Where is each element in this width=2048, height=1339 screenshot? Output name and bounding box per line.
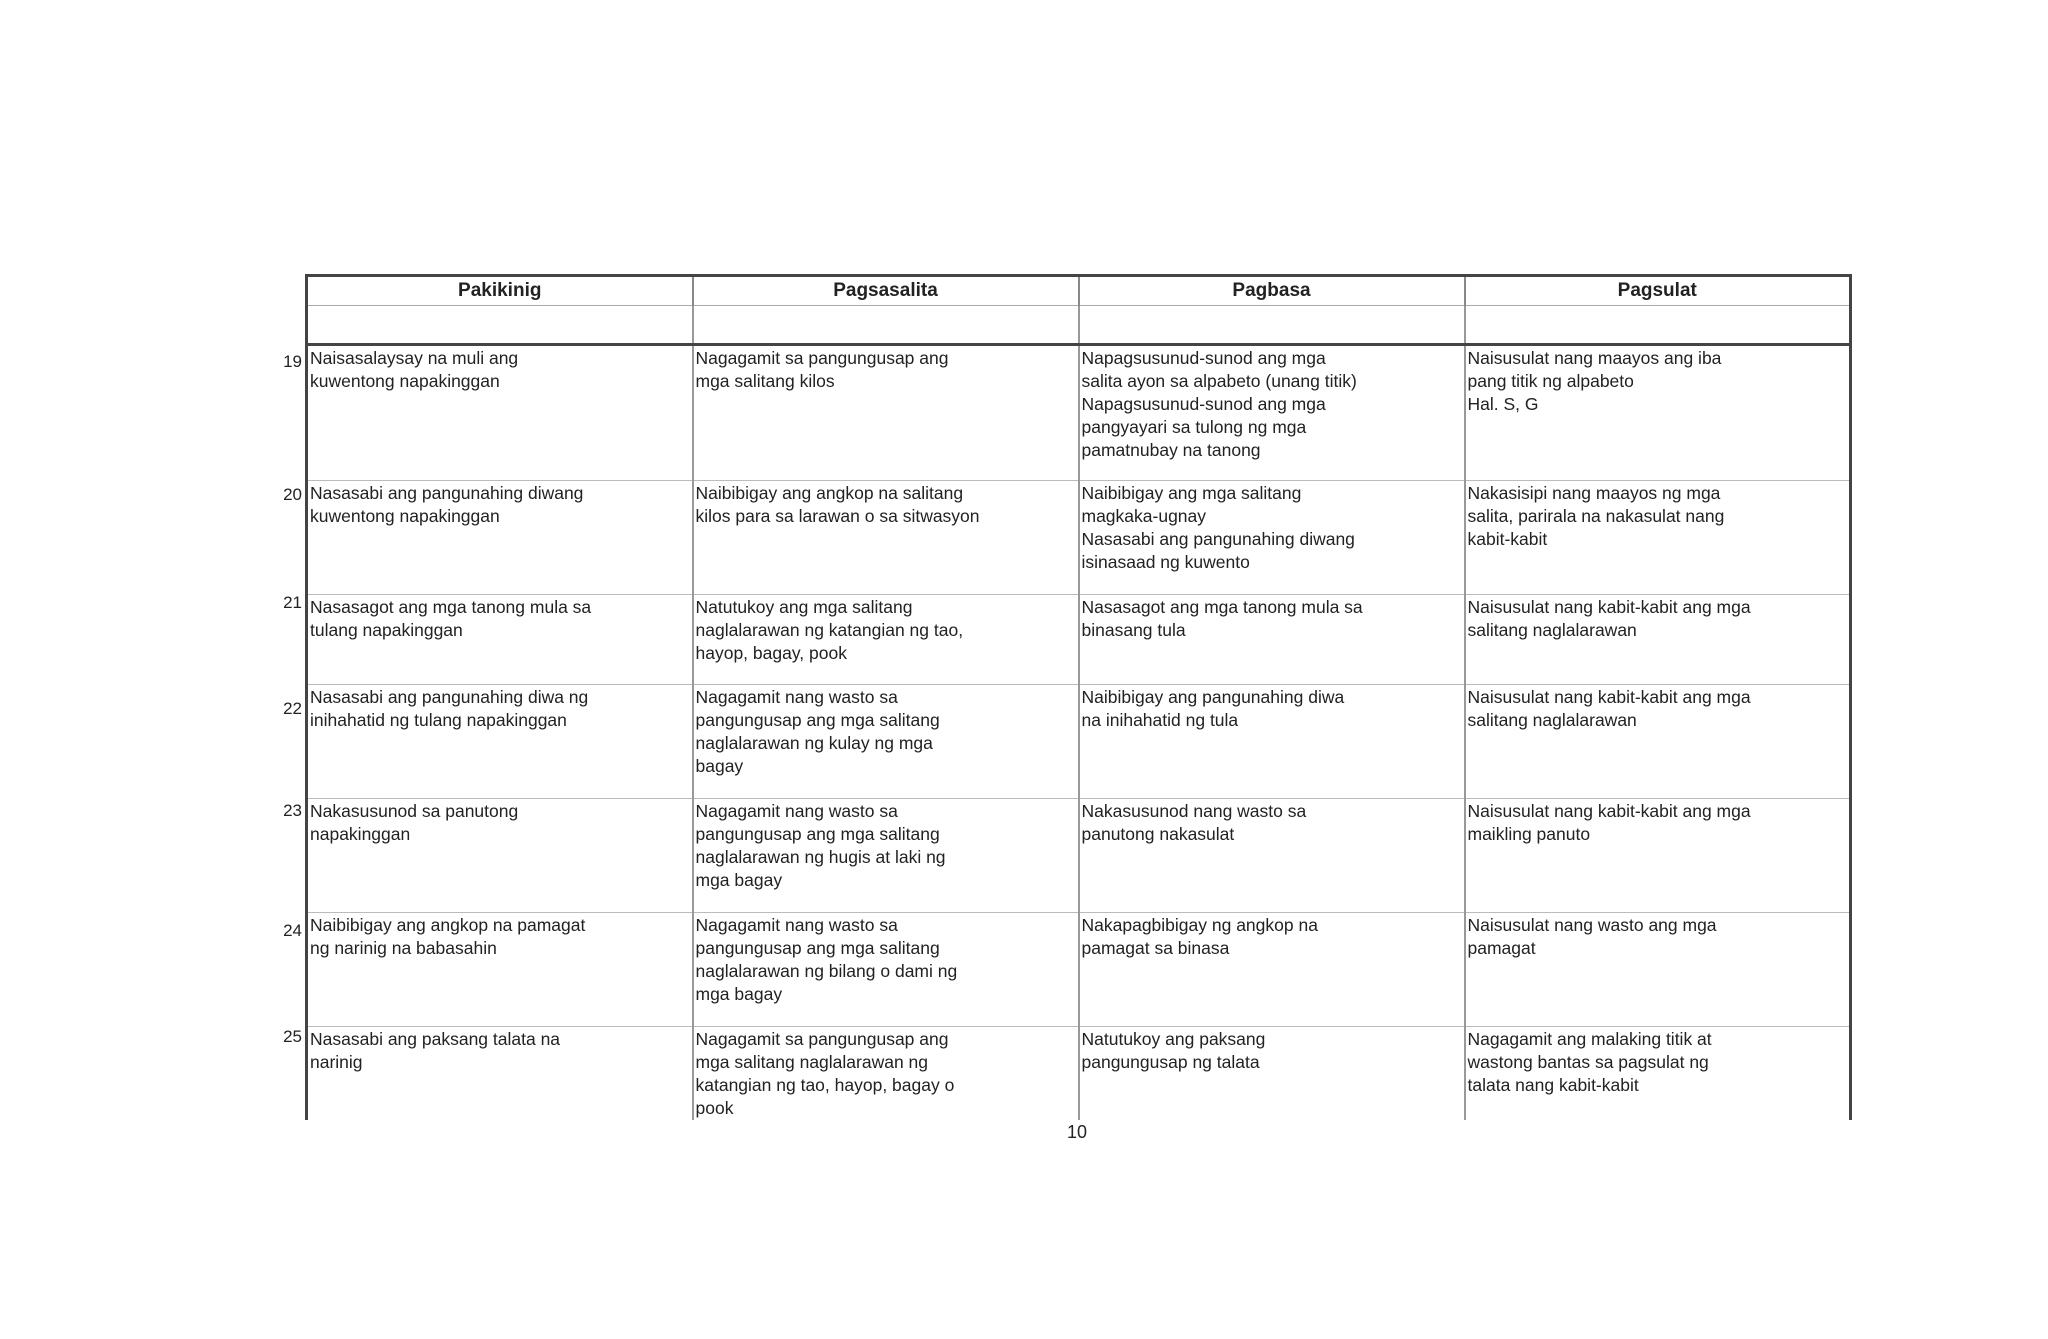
row-number: 20 [283,485,302,504]
header-pagsasalita: Pagsasalita [693,276,1079,306]
cell-pagsasalita: Nagagamit nang wasto sa pangungusap ang mga salitang naglalarawan ng kulay ng mga bagay [693,685,1079,799]
cell-pagbasa: Nakasusunod nang wasto sa panutong nakasulat [1079,799,1465,913]
row-number: 21 [283,593,302,612]
header-pagsulat: Pagsulat [1465,276,1851,306]
cell-pagbasa: Natutukoy ang paksang pangungusap ng talata [1079,1027,1465,1121]
cell-pagsasalita: Nagagamit nang wasto sa pangungusap ang mga salitang naglalarawan ng bilang o dami ng mga bagay [693,913,1079,1027]
row-number: 25 [283,1027,302,1046]
cell-pagsulat: Naisusulat nang kabit-kabit ang mga salitang naglalarawan [1465,595,1851,685]
cell-pakikinig [283,345,693,481]
cell-text: Nasasabi ang pangunahing diwa ng inihahatid ng tulang napakinggan [310,687,589,730]
row-number: 19 [283,352,302,371]
cell-pagsulat: Nagagamit ang malaking titik at wastong bantas sa pagsulat ng talata nang kabit-kabit [1465,1027,1851,1121]
row-number: 23 [283,801,302,820]
cell-text: Nasasabi ang pangunahing diwang kuwentong napakinggan [310,483,584,526]
cell-pakikinig [283,593,693,685]
cell-pakikinig [283,1027,693,1121]
cell-pagbasa: Napagsusunud-sunod ang mga salita ayon sa alpabeto (unang titik) Napagsusunud-sunod ang mga pangyayari sa tulong ng mga pamatnubay na tanong [1079,345,1465,481]
blank-cell [693,306,1079,345]
table-row [307,1027,1851,1121]
cell-pagsulat: Nakasisipi nang maayos ng mga salita, parirala na nakasulat nang kabit-kabit [1465,481,1851,595]
cell-pagsasalita: Nagagamit sa pangungusap ang mga salitang kilos [693,345,1079,481]
table-row [307,345,1851,481]
cell-pagsulat: Naisusulat nang wasto ang mga pamagat [1465,913,1851,1027]
cell-pakikinig [283,481,693,595]
cell-pagbasa: Naibibigay ang mga salitang magkaka-ugnay Nasasabi ang pangunahing diwang isinasaad ng kuwento [1079,481,1465,595]
cell-pagbasa: Naibibigay ang pangunahing diwa na inihahatid ng tula [1079,685,1465,799]
cell-pagsulat: Naisusulat nang kabit-kabit ang mga maikling panuto [1465,799,1851,913]
table-row [307,685,1851,799]
header-pagbasa: Pagbasa [1079,276,1465,306]
cell-text: Naibibigay ang angkop na pamagat ng narinig na babasahin [310,915,586,958]
blank-row [307,306,1851,345]
cell-pakikinig [283,799,693,913]
table-row [307,481,1851,595]
cell-text: Naisasalaysay na muli ang kuwentong napakinggan [310,348,519,391]
row-number: 24 [283,921,302,940]
table-row [307,595,1851,685]
header-pakikinig: Pakikinig [307,276,693,306]
competency-table [283,274,1852,1120]
page-number: 10 [1066,1122,1088,1142]
row-number: 22 [283,699,302,718]
cell-pakikinig [283,913,693,1027]
cell-text: Nasasabi ang paksang talata na narinig [310,1029,561,1072]
cell-pagsulat: Naisusulat nang maayos ang iba pang titik ng alpabeto Hal. S, G [1465,345,1851,481]
cell-pakikinig [283,685,693,799]
cell-pagbasa: Nakapagbibigay ng angkop na pamagat sa binasa [1079,913,1465,1027]
blank-cell [1465,306,1851,345]
cell-pagsasalita: Nagagamit nang wasto sa pangungusap ang mga salitang naglalarawan ng hugis at laki ng mga bagay [693,799,1079,913]
table-row [307,799,1851,913]
header-row [307,276,1851,306]
cell-text: Nakasusunod sa panutong napakinggan [310,801,519,844]
cell-pagbasa: Nasasagot ang mga tanong mula sa binasang tula [1079,595,1465,685]
table-row [307,913,1851,1027]
blank-cell [307,306,693,345]
cell-pagsasalita: Nagagamit sa pangungusap ang mga salitang naglalarawan ng katangian ng tao, hayop, bagay o pook [693,1027,1079,1121]
cell-text: Nasasagot ang mga tanong mula sa tulang napakinggan [310,597,592,640]
blank-cell [1079,306,1465,345]
cell-pagsasalita: Naibibigay ang angkop na salitang kilos para sa larawan o sa sitwasyon [693,481,1079,595]
cell-pagsasalita: Natutukoy ang mga salitang naglalarawan ng katangian ng tao, hayop, bagay, pook [693,595,1079,685]
cell-pagsulat: Naisusulat nang kabit-kabit ang mga salitang naglalarawan [1465,685,1851,799]
